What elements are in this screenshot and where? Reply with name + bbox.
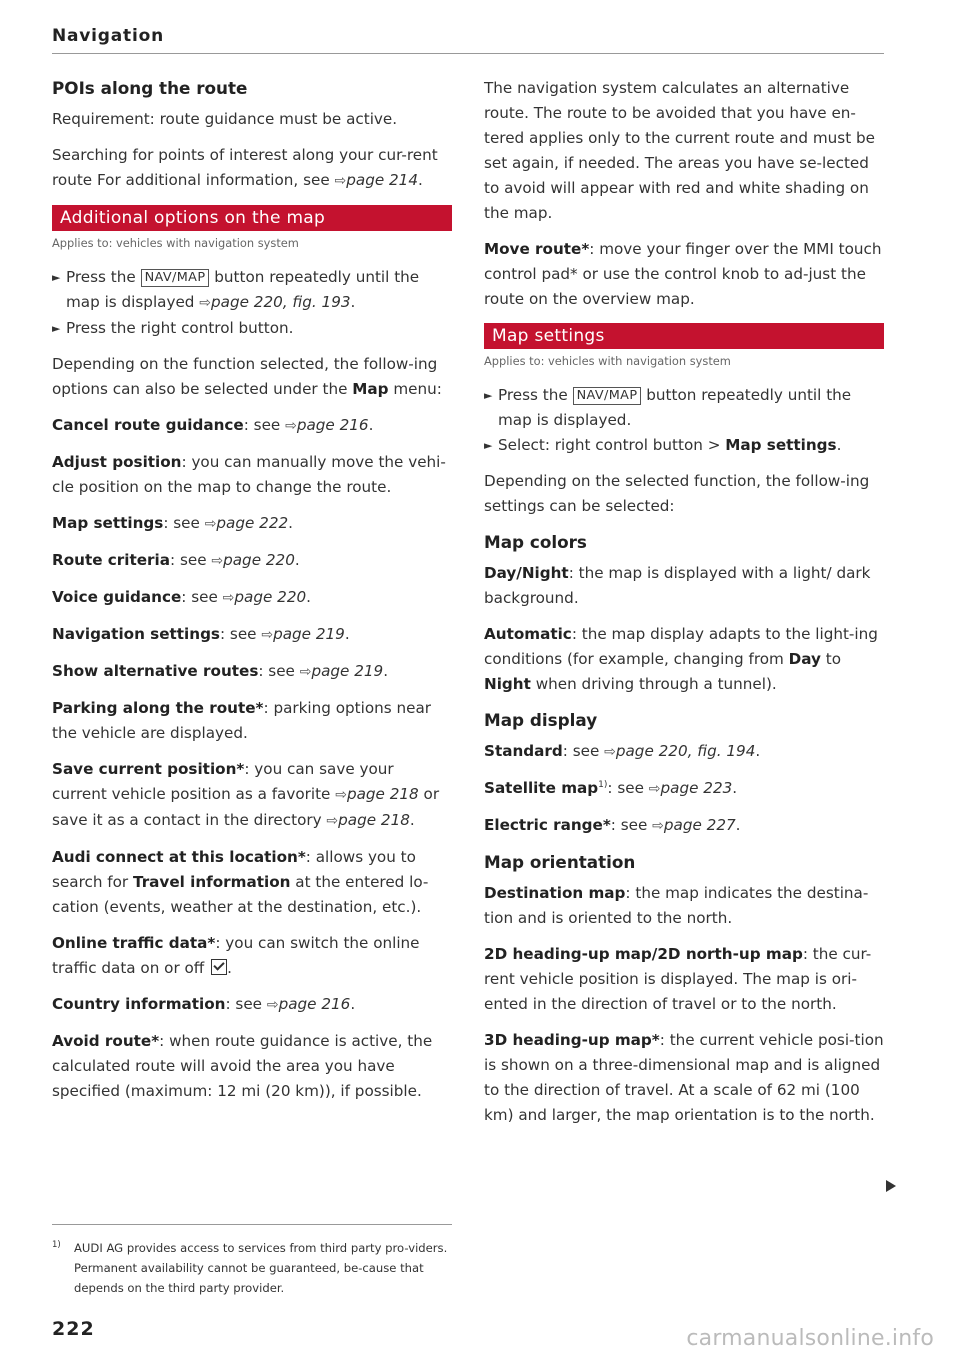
page-ref-link[interactable]: ⇨page 219 bbox=[261, 625, 345, 643]
option-item: Audi connect at this location*: allows you to search for Travel information at the entered lo-cation (events, weather at the destination, etc.). bbox=[52, 848, 429, 916]
option-item: Move route*: move your finger over the MMI touch control pad* or use the control knob to ad-just the route on the overview map. bbox=[484, 240, 882, 308]
page-ref-link[interactable]: ⇨page 220 bbox=[222, 588, 307, 606]
option-item: 2D heading-up map/2D north-up map: the cur-rent vehicle position is displayed. The map is ori-ented in the direction of travel or to the north. bbox=[484, 945, 872, 1013]
arrow-icon: ⇨ bbox=[199, 295, 212, 311]
option-item: Voice guidance: see ⇨page 220. bbox=[52, 588, 311, 606]
page-ref-link[interactable]: ⇨page 222 bbox=[204, 514, 289, 532]
checkbox-icon bbox=[211, 959, 227, 975]
step-icon: ► bbox=[52, 271, 61, 284]
watermark: carmanualsonline.info bbox=[686, 1326, 934, 1351]
option-item: Online traffic data*: you can switch the online traffic data on or off . bbox=[52, 934, 420, 977]
page-ref-link[interactable]: ⇨page 220, fig. 194 bbox=[604, 742, 756, 760]
page-ref-link[interactable]: ⇨page 214 bbox=[334, 171, 418, 189]
requirement-text: Requirement: route guidance must be active. bbox=[52, 110, 398, 128]
page-ref-link[interactable]: ⇨page 220 bbox=[211, 551, 295, 569]
option-item: Satellite map$^{1)}$: see ⇨page 223. bbox=[484, 779, 738, 797]
map-display-heading: Map display bbox=[484, 710, 598, 730]
map-colors-heading: Map colors bbox=[484, 532, 587, 552]
section-title: Navigation bbox=[52, 26, 164, 46]
page-ref-link[interactable]: ⇨page 216 bbox=[266, 995, 351, 1013]
arrow-icon: ⇨ bbox=[211, 553, 224, 569]
step-icon: ► bbox=[484, 389, 493, 402]
option-item: Standard: see ⇨page 220, fig. 194. bbox=[484, 742, 761, 760]
step-item: ► Press the NAV/MAP button repeatedly until the map is displayed. bbox=[484, 383, 884, 433]
page-number: 222 bbox=[52, 1318, 95, 1340]
arrow-icon: ⇨ bbox=[604, 744, 616, 760]
arrow-icon: ⇨ bbox=[222, 590, 235, 606]
page-ref-link[interactable]: ⇨page 218 bbox=[326, 811, 410, 829]
footnote-number: 1) bbox=[52, 1240, 61, 1250]
arrow-icon: ⇨ bbox=[648, 781, 661, 797]
options-steps bbox=[52, 265, 452, 341]
option-item: 3D heading-up map*: the current vehicle posi-tion is shown on a three-dimensional map and is aligned to the direction of travel. At a scale of 62 mi (100 km) and larger, the map orientation is to the north. bbox=[484, 1031, 884, 1124]
step-item: ► Press the right control button. bbox=[52, 316, 452, 341]
arrow-icon: ⇨ bbox=[326, 813, 339, 829]
map-settings-banner: Map settings bbox=[484, 323, 884, 349]
option-item: Country information: see ⇨page 216. bbox=[52, 995, 356, 1013]
page-ref-link[interactable]: ⇨page 219 bbox=[299, 662, 384, 680]
settings-steps bbox=[484, 383, 884, 458]
map-orientation-heading: Map orientation bbox=[484, 852, 636, 872]
step-item: ► Press the NAV/MAP button repeatedly until the map is displayed ⇨page 220, fig. 193. bbox=[52, 265, 452, 316]
option-item: Electric range*: see ⇨page 227. bbox=[484, 816, 741, 834]
applies-note: Applies to: vehicles with navigation system bbox=[484, 354, 731, 368]
arrow-icon: ⇨ bbox=[652, 818, 664, 834]
applies-note: Applies to: vehicles with navigation system bbox=[52, 236, 299, 250]
option-item: Map settings: see ⇨page 222. bbox=[52, 514, 293, 532]
step-item: ► Select: right control button > Map settings. bbox=[484, 433, 884, 458]
arrow-icon: ⇨ bbox=[334, 173, 347, 189]
footnote-divider bbox=[52, 1224, 452, 1225]
option-item: Automatic: the map display adapts to the light-ing conditions (for example, changing from Day to Night when driving through a tunnel). bbox=[484, 625, 878, 693]
option-item: Route criteria: see ⇨page 220. bbox=[52, 551, 300, 569]
continue-arrow-icon bbox=[886, 1180, 896, 1192]
settings-intro: Depending on the selected function, the follow-ing settings can be selected: bbox=[484, 472, 870, 515]
page-ref-link[interactable]: ⇨page 220, fig. 193 bbox=[199, 293, 351, 311]
pois-description: Searching for points of interest along your cur-rent route For additional information, see ⇨page 214. bbox=[52, 146, 438, 189]
nav-map-key: NAV/MAP bbox=[141, 269, 210, 287]
arrow-icon: ⇨ bbox=[285, 418, 297, 434]
options-intro: Depending on the function selected, the follow-ing options can also be selected under the Map menu: bbox=[52, 355, 442, 398]
step-icon: ► bbox=[484, 439, 493, 452]
pois-heading: POIs along the route bbox=[52, 78, 248, 98]
right-column bbox=[484, 76, 884, 1139]
footnote bbox=[52, 1238, 452, 1298]
nav-map-key: NAV/MAP bbox=[573, 387, 642, 405]
page-ref-link[interactable]: ⇨page 218 bbox=[335, 785, 419, 803]
option-item: Navigation settings: see ⇨page 219. bbox=[52, 625, 350, 643]
arrow-icon: ⇨ bbox=[335, 787, 347, 803]
option-item: Adjust position: you can manually move the vehi-cle position on the map to change the route. bbox=[52, 453, 446, 496]
option-item: Destination map: the map indicates the destina-tion and is oriented to the north. bbox=[484, 884, 869, 927]
footnote-text: AUDI AG provides access to services from third party pro-viders. Permanent availability cannot be guaranteed, be-cause that depends on the third party provider. bbox=[74, 1241, 448, 1295]
option-item: Save current position*: you can save your current vehicle position as a favorite ⇨page 218 or save it as a contact in the directory ⇨page 218. bbox=[52, 760, 440, 829]
alternative-route-text: The navigation system calculates an alternative route. The route to be avoided that you have en-tered applies only to the current route and must be set again, if needed. The areas you have se-lected to avoid will appear with red and white shading on the map. bbox=[484, 79, 875, 222]
option-item: Show alternative routes: see ⇨page 219. bbox=[52, 662, 389, 680]
additional-options-banner: Additional options on the map bbox=[52, 205, 452, 231]
header-divider bbox=[52, 53, 884, 54]
page-ref-link[interactable]: ⇨page 227 bbox=[652, 816, 736, 834]
option-item: Parking along the route*: parking options near the vehicle are displayed. bbox=[52, 699, 432, 742]
arrow-icon: ⇨ bbox=[261, 627, 274, 643]
arrow-icon: ⇨ bbox=[204, 516, 217, 532]
left-column bbox=[52, 76, 452, 1115]
footnote-marker: 1) bbox=[598, 779, 608, 790]
option-item: Cancel route guidance: see ⇨page 216. bbox=[52, 416, 374, 434]
page-ref-link[interactable]: ⇨page 216 bbox=[285, 416, 369, 434]
option-item: Avoid route*: when route guidance is active, the calculated route will avoid the area you have specified (maximum: 12 mi (20 km)), if possible. bbox=[52, 1032, 433, 1100]
page-ref-link[interactable]: ⇨page 223 bbox=[648, 779, 733, 797]
option-item: Day/Night: the map is displayed with a light/ dark background. bbox=[484, 564, 871, 607]
options-list bbox=[52, 413, 452, 1104]
step-icon: ► bbox=[52, 322, 61, 335]
arrow-icon: ⇨ bbox=[266, 997, 279, 1013]
arrow-icon: ⇨ bbox=[299, 664, 312, 680]
